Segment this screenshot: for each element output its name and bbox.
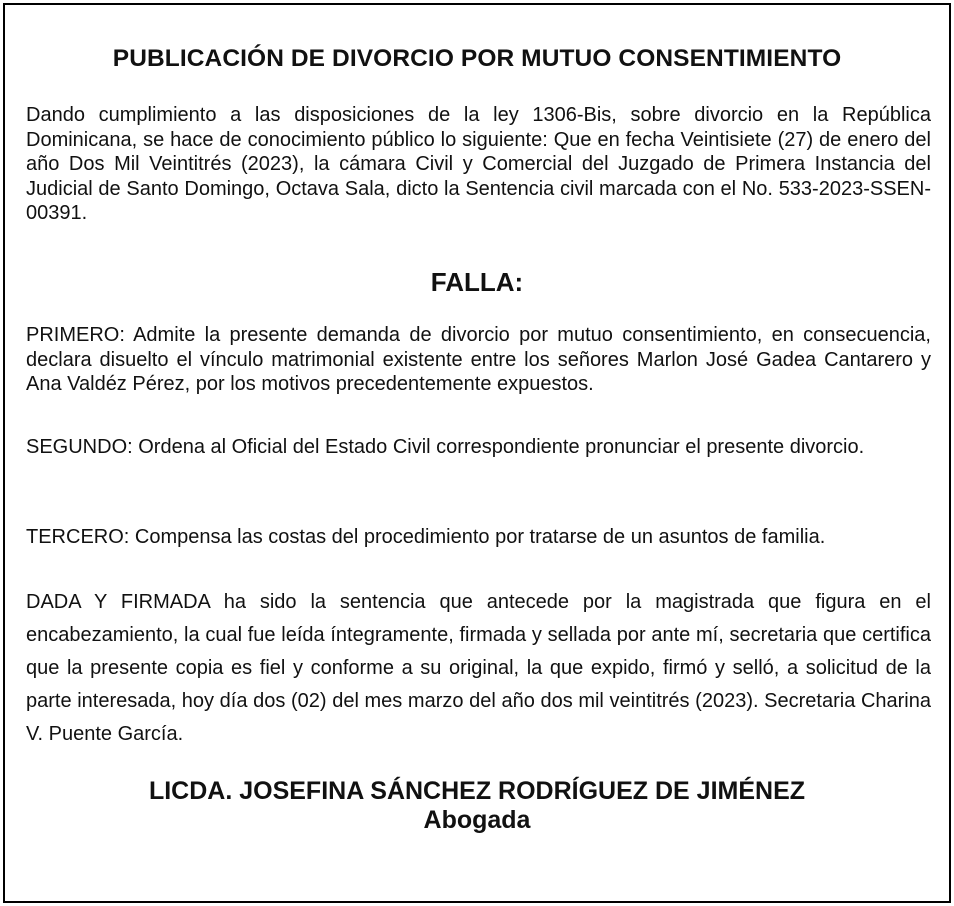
- signer-name: LICDA. JOSEFINA SÁNCHEZ RODRÍGUEZ DE JIMÉNEZ: [148, 777, 806, 805]
- primero-paragraph: PRIMERO: Admite la presente demanda de divorcio por mutuo consentimiento, en consecuencia, declara disuelto el vínculo matrimonial existente entre los señores Marlon José Gadea Cantarero y Ana Valdéz Pérez, por los motivos precedentemente expuestos.: [26, 324, 931, 395]
- intro-paragraph: Dando cumplimiento a las disposiciones de la ley 1306-Bis, sobre divorcio en la República Dominicana, se hace de conocimiento público lo siguiente: Que en fecha Veintisiete (27) de enero del año Dos Mil Veintitrés (2023), la cámara Civil y Comercial del Juzgado de Primera Instancia del Judicial de Santo Domingo, Octava Sala, dicto la Sentencia civil marcada con el No. 533-2023-SSEN-00391.: [26, 104, 931, 224]
- signature-block: [5, 777, 949, 835]
- notice-title: PUBLICACIÓN DE DIVORCIO POR MUTUO CONSENTIMIENTO: [112, 45, 842, 72]
- tercero-paragraph: TERCERO: Compensa las costas del procedimiento por tratarse de un asuntos de familia.: [26, 526, 826, 548]
- dada-paragraph: DADA Y FIRMADA ha sido la sentencia que antecede por la magistrada que figura en el encabezamiento, la cual fue leída íntegramente, firmada y sellada por ante mí, secretaria que certifica que la presente copia es fiel y conforme a su original, la que expido, firmó y selló, a solicitud de la parte interesada, hoy día dos (02) del mes marzo del año dos mil veintitrés (2023). Secretaria Charina V. Puente García.: [26, 591, 931, 745]
- signer-title: Abogada: [423, 806, 531, 834]
- falla-heading: FALLA:: [430, 267, 524, 297]
- segundo-paragraph: SEGUNDO: Ordena al Oficial del Estado Civil correspondiente pronunciar el presente divorcio.: [26, 436, 865, 458]
- notice-frame: [3, 3, 951, 903]
